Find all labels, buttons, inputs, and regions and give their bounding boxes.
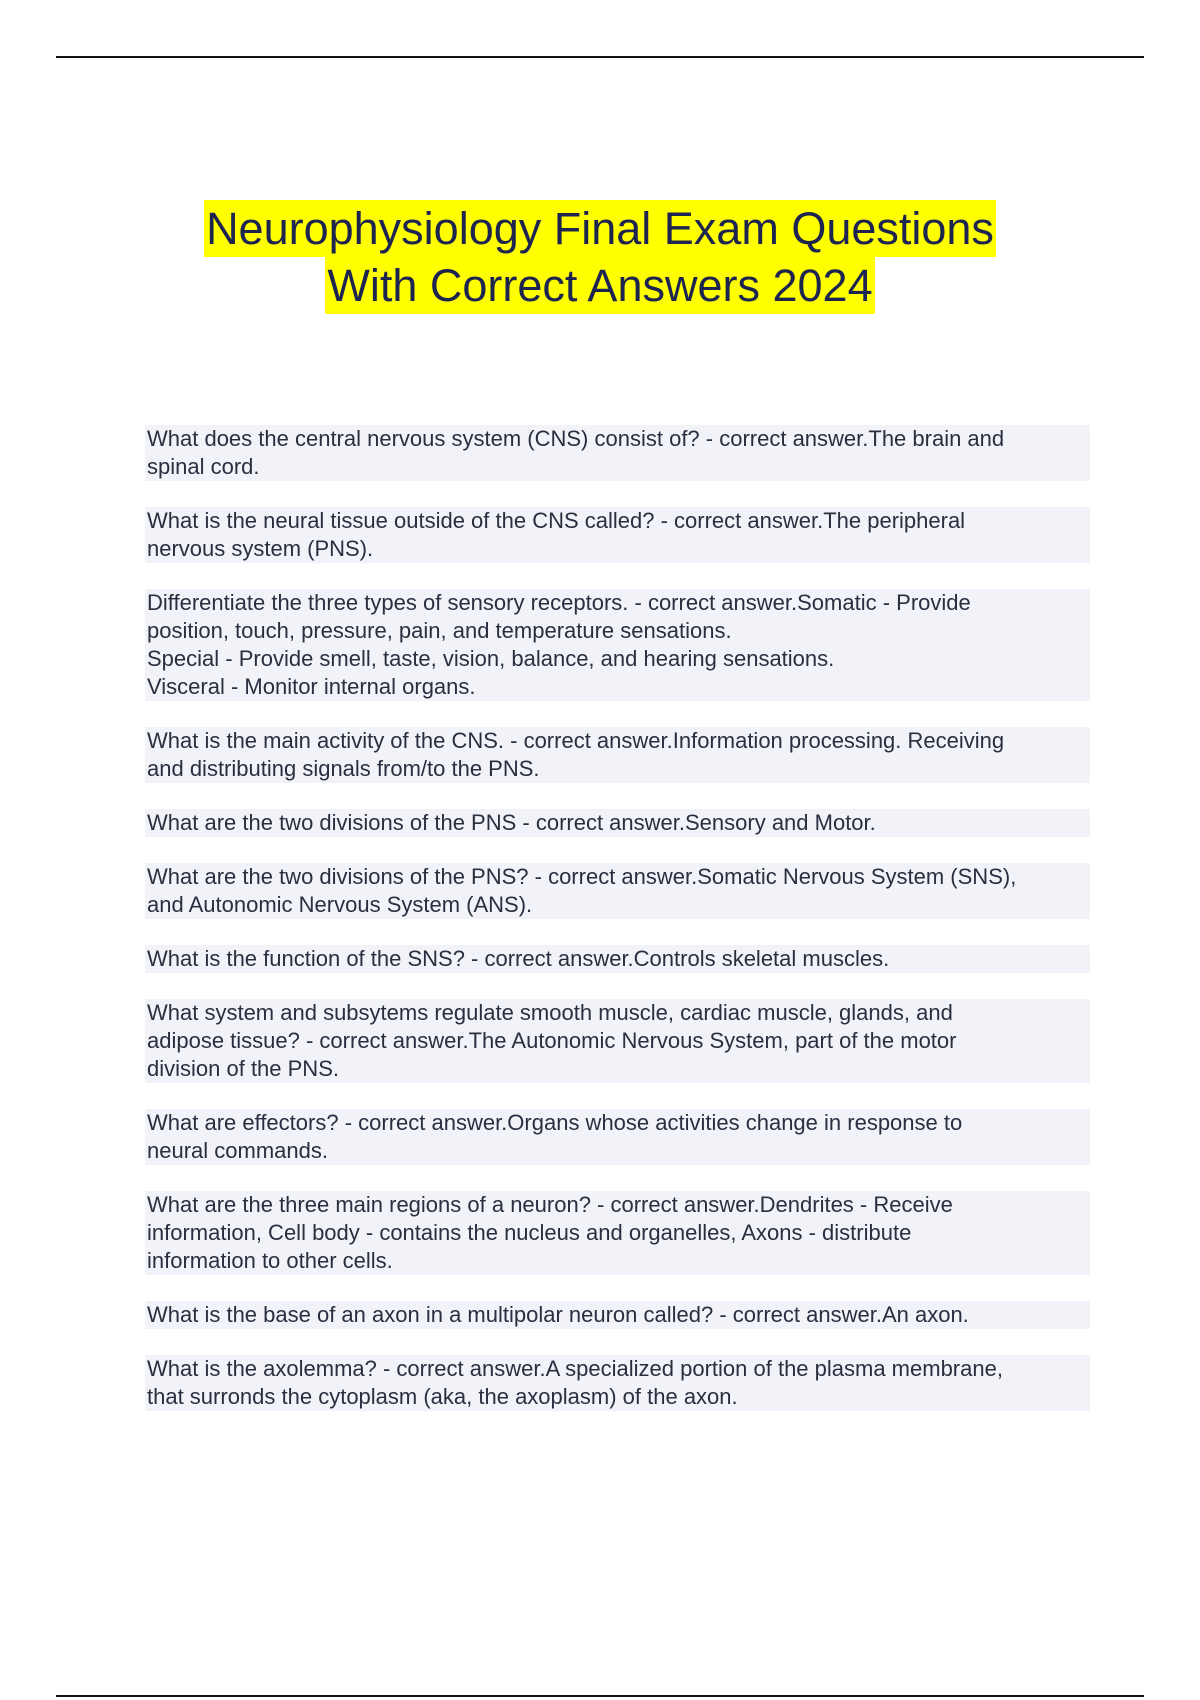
document-title xyxy=(0,200,1200,314)
qa-line: What are the two divisions of the PNS? - correct answer.Somatic Nervous System (SNS), xyxy=(145,863,1090,891)
qa-item xyxy=(145,507,1090,563)
qa-line: and distributing signals from/to the PNS. xyxy=(145,755,1090,783)
qa-item xyxy=(145,809,1090,837)
title-line-1: Neurophysiology Final Exam Questions xyxy=(204,200,996,257)
qa-line: neural commands. xyxy=(145,1137,1090,1165)
qa-line: and Autonomic Nervous System (ANS). xyxy=(145,891,1090,919)
qa-line: information to other cells. xyxy=(145,1247,1090,1275)
qa-item xyxy=(145,727,1090,783)
qa-line: position, touch, pressure, pain, and temperature sensations. xyxy=(145,617,1090,645)
qa-line: spinal cord. xyxy=(145,453,1090,481)
title-line-2: With Correct Answers 2024 xyxy=(325,257,874,314)
qa-line: What is the main activity of the CNS. - correct answer.Information processing. Receiving xyxy=(145,727,1090,755)
qa-item xyxy=(145,863,1090,919)
qa-line: What system and subsytems regulate smooth muscle, cardiac muscle, glands, and xyxy=(145,999,1090,1027)
qa-item xyxy=(145,1301,1090,1329)
qa-line: What is the axolemma? - correct answer.A specialized portion of the plasma membrane, xyxy=(145,1355,1090,1383)
qa-line: Visceral - Monitor internal organs. xyxy=(145,673,1090,701)
qa-line: division of the PNS. xyxy=(145,1055,1090,1083)
qa-line: Differentiate the three types of sensory receptors. - correct answer.Somatic - Provide xyxy=(145,589,1090,617)
qa-line: adipose tissue? - correct answer.The Autonomic Nervous System, part of the motor xyxy=(145,1027,1090,1055)
qa-item xyxy=(145,589,1090,701)
qa-line: nervous system (PNS). xyxy=(145,535,1090,563)
qa-list xyxy=(145,425,1090,1437)
qa-item xyxy=(145,1109,1090,1165)
qa-line: What is the function of the SNS? - correct answer.Controls skeletal muscles. xyxy=(145,945,1090,973)
qa-line: Special - Provide smell, taste, vision, balance, and hearing sensations. xyxy=(145,645,1090,673)
qa-line: What are effectors? - correct answer.Organs whose activities change in response to xyxy=(145,1109,1090,1137)
top-divider xyxy=(56,56,1144,58)
qa-item xyxy=(145,425,1090,481)
qa-line: What is the neural tissue outside of the CNS called? - correct answer.The peripheral xyxy=(145,507,1090,535)
qa-line: information, Cell body - contains the nucleus and organelles, Axons - distribute xyxy=(145,1219,1090,1247)
qa-item xyxy=(145,1355,1090,1411)
qa-item xyxy=(145,945,1090,973)
qa-item xyxy=(145,1191,1090,1275)
qa-line: What is the base of an axon in a multipolar neuron called? - correct answer.An axon. xyxy=(145,1301,1090,1329)
qa-line: What does the central nervous system (CNS) consist of? - correct answer.The brain and xyxy=(145,425,1090,453)
qa-item xyxy=(145,999,1090,1083)
qa-line: that surronds the cytoplasm (aka, the axoplasm) of the axon. xyxy=(145,1383,1090,1411)
qa-line: What are the three main regions of a neuron? - correct answer.Dendrites - Receive xyxy=(145,1191,1090,1219)
qa-line: What are the two divisions of the PNS - correct answer.Sensory and Motor. xyxy=(145,809,1090,837)
bottom-divider xyxy=(56,1695,1144,1697)
